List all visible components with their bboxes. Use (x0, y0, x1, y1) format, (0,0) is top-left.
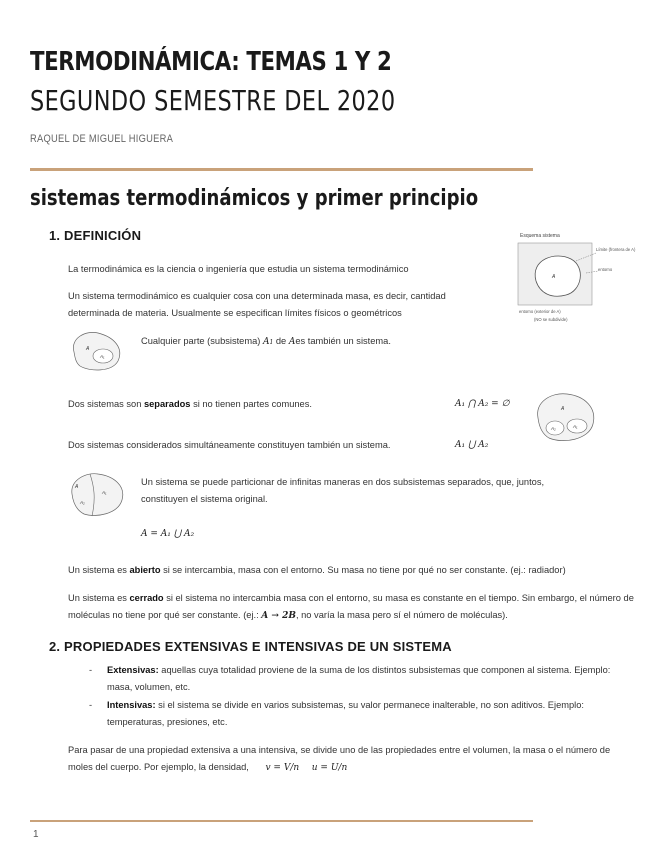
svg-text:A₁: A₁ (573, 424, 578, 429)
union-sentence: Dos sistemas considerados simultáneamente constituyen también un sistema. (68, 440, 391, 450)
subsystem-figure (68, 328, 126, 374)
closed-system-sentence: Un sistema es cerrado si el sistema no intercambia masa con el entorno, su masa es constante en el tiempo. Sin embargo, el número de moléculas no tiene por qué ser constante. (ej.: A → 2B, no varía la masa pero sí el número de moléculas). (68, 593, 634, 621)
paragraph-densidad: Para pasar de una propiedad extensiva a una intensiva, se divide uno de las propiedades entre el volumen, la masa o el número de moles del cuerpo. Por ejemplo, la densidad, v = V/n u = U/n (68, 745, 611, 773)
open-system-sentence: Un sistema es abierto si se intercambia, masa con el entorno. Su masa no tiene por qué no ser constante. (ej.: radiador) (68, 565, 566, 575)
separated-sentence: Dos sistemas son separados si no tienen partes comunes. (68, 399, 312, 409)
scheme-bottom-label: entorno (exterior de A) (519, 309, 561, 314)
scheme-bottom-label-2: (NO se subdivide) (534, 317, 568, 322)
heading-propiedades: 2. PROPIEDADES EXTENSIVAS E INTENSIVAS DE UN SISTEMA (49, 639, 452, 654)
header-divider (30, 168, 533, 171)
document-subtitle: SEGUNDO SEMESTRE DEL 2020 (30, 84, 396, 117)
heading-definicion: 1. DEFINICIÓN (49, 228, 142, 243)
svg-text:A₂: A₂ (80, 500, 85, 505)
svg-text:A: A (86, 346, 90, 352)
bullet-dash-1: - (89, 665, 93, 675)
formula-u: u = U/n (311, 763, 348, 773)
scheme-figure (516, 229, 646, 339)
subsystem-sentence: Cualquier parte (subsistema) A1 de Aes también un sistema. (141, 336, 391, 347)
partition-sentence: Un sistema se puede particionar de infinitas maneras en dos subsistemas separados, que, juntos, constituyen el sistema original. (141, 477, 545, 504)
formula-v: v = V/n (265, 763, 300, 773)
footer-divider (30, 820, 533, 822)
document-title: TERMODINÁMICA: TEMAS 1 Y 2 (30, 47, 392, 77)
paragraph-sistema: Un sistema termodinámico es cualquier cosa con una determinada masa, es decir, cantidad determinada de materia. Usualmente se especifican límites físicos o geométricos (68, 291, 446, 318)
svg-text:A₁: A₁ (100, 354, 105, 359)
section-title: sistemas termodinámicos y primer principio (30, 186, 479, 211)
bullet-extensivas: Extensivas: aquellas cuya totalidad proviene de la suma de los distintos subsistemas que componen al sistema. Ejemplo: masa, volumen, etc. (107, 665, 611, 692)
union-formula: A₁ ⋃ A₂ (455, 440, 489, 450)
scheme-environment-label: entorno (598, 267, 613, 272)
paragraph-definicion: La termodinámica es la ciencia o ingeniería que estudia un sistema termodinámico (68, 264, 409, 274)
scheme-caption: Esquema sistema (520, 233, 560, 239)
scheme-system-label: A (552, 274, 556, 280)
union-figure (533, 390, 599, 446)
svg-text:A₁: A₁ (102, 490, 107, 495)
svg-text:A: A (561, 406, 565, 412)
svg-text:A: A (75, 484, 79, 490)
partition-figure (68, 470, 128, 520)
partition-formula: A = A₁ ⋃ A₂ (141, 529, 195, 539)
scheme-limit-label: Límite (frontera de A) (596, 247, 636, 252)
svg-text:A₂: A₂ (551, 426, 556, 431)
page-number: 1 (33, 829, 39, 840)
separated-formula: A₁ ⋂ A₂ = ∅ (455, 399, 510, 409)
bullet-intensivas: Intensivas: si el sistema se divide en varios subsistemas, su valor permanece inalterable, no son aditivos. Ejemplo: temperaturas, presiones, etc. (107, 700, 584, 727)
author-name: RAQUEL DE MIGUEL HIGUERA (30, 133, 174, 145)
bullet-dash-2: - (89, 700, 93, 710)
